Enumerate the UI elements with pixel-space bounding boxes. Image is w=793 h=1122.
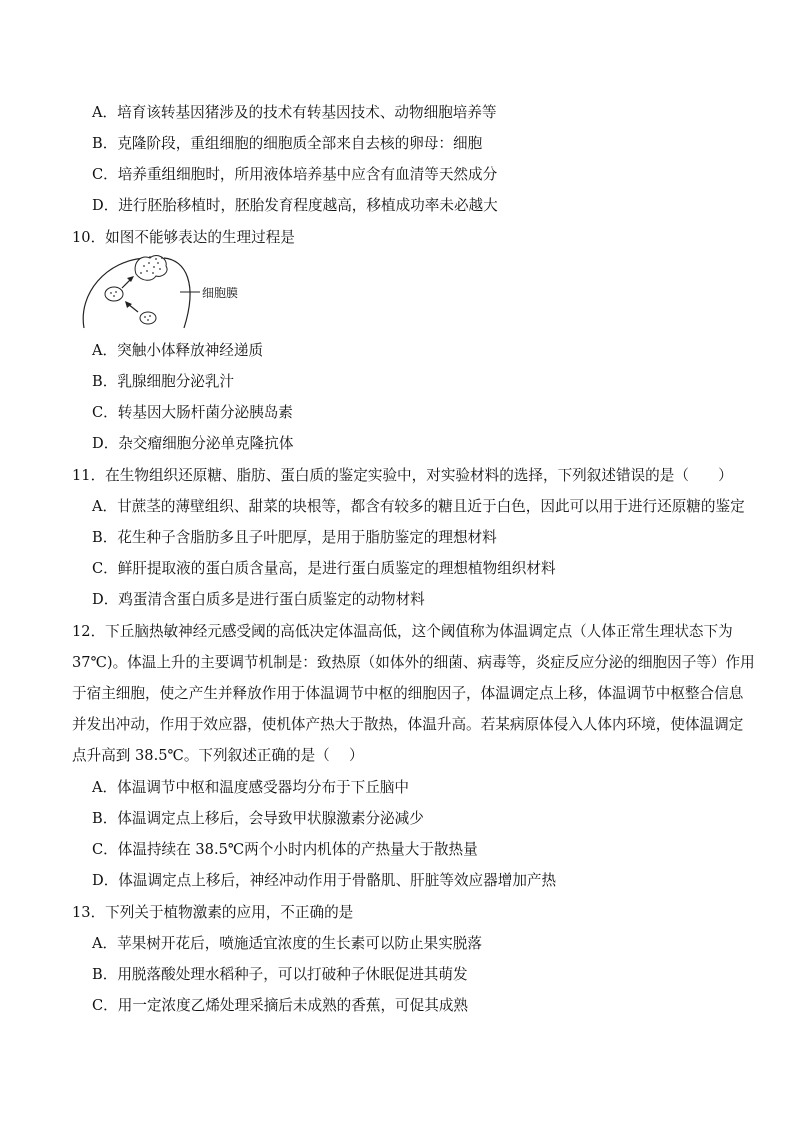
q12-stem-line-4: 并发出冲动，作用于效应器，使机体产热大于散热，体温升高。若某病原体侵入人体内环境，使体温调定 <box>72 716 744 733</box>
q11-option-b: B．花生种子含脂肪多且子叶肥厚，是用于脂肪鉴定的理想材料 <box>92 529 497 546</box>
q13-option-a: A．苹果树开花后，喷施适宜浓度的生长素可以防止果实脱落 <box>92 935 482 952</box>
q13-option-b: B．用脱落酸处理水稻种子，可以打破种子休眠促进其萌发 <box>92 966 468 983</box>
q12-option-a: A．体温调节中枢和温度感受器均分布于下丘脑中 <box>92 779 410 796</box>
q10-option-c: C．转基因大肠杆菌分泌胰岛素 <box>92 404 293 421</box>
cell-membrane-arc-right <box>164 258 190 328</box>
q9-option-d: D．进行胚胎移植时，胚胎发育程度越高，移植成功率未必越大 <box>92 197 498 214</box>
q9-option-b: B．克隆阶段，重组细胞的细胞质全部来自去核的卵母：细胞 <box>92 135 483 152</box>
q11-stem: 11．在生物组织还原糖、脂肪、蛋白质的鉴定实验中，对实验材料的选择，下列叙述错误的是（ ） <box>72 467 733 484</box>
q11-option-a: A．甘蔗茎的薄壁组织、甜菜的块根等，都含有较多的糖且近于白色，因此可以用于进行还原糖的鉴定 <box>92 498 745 515</box>
arrow-head-upper <box>127 276 134 282</box>
q12-option-b: B．体温调定点上移后，会导致甲状腺激素分泌减少 <box>92 810 424 827</box>
q11-option-d: D．鸡蛋清含蛋白质多是进行蛋白质鉴定的动物材料 <box>92 591 425 608</box>
q13-option-c: C．用一定浓度乙烯处理采摘后未成熟的香蕉，可促其成熟 <box>92 997 469 1014</box>
q12-option-d: D．体温调定点上移后，神经冲动作用于骨骼肌、肝脏等效应器增加产热 <box>92 872 557 889</box>
q12-stem-line-2: 37℃)。体温上升的主要调节机制是：致热原（如体外的细菌、病毒等，炎症反应分泌的细胞因子等）作用 <box>72 654 755 671</box>
q12-option-c: C．体温持续在 38.5℃两个小时内机体的产热量大于散热量 <box>92 841 478 858</box>
q9-option-a: A．培育该转基因猪涉及的技术有转基因技术、动物细胞培养等 <box>92 104 497 121</box>
q12-stem-line-1: 12．下丘脑热敏神经元感受阈的高低决定体温高低，这个阈值称为体温调定点（人体正常生理状态下为 <box>72 623 733 640</box>
q11-option-c: C．鲜肝提取液的蛋白质含量高，是进行蛋白质鉴定的理想植物组织材料 <box>92 560 556 577</box>
q10-option-a: A．突触小体释放神经递质 <box>92 342 264 359</box>
q13-stem: 13．下列关于植物激素的应用，不正确的是 <box>72 904 354 921</box>
exocytosis-vesicle <box>135 256 167 281</box>
q10-stem: 10．如图不能够表达的生理过程是 <box>72 229 295 246</box>
q12-stem-line-5: 点升高到 38.5℃。下列叙述正确的是（ ） <box>72 747 364 764</box>
q10-option-b: B．乳腺细胞分泌乳汁 <box>92 373 235 390</box>
q10-option-d: D．杂交瘤细胞分泌单克隆抗体 <box>92 435 294 452</box>
vesicle-lower <box>140 312 156 324</box>
cell-membrane-label: 细胞膜 <box>202 286 239 300</box>
q9-option-c: C．培养重组细胞时，所用液体培养基中应含有血清等天然成分 <box>92 166 498 183</box>
vesicle-upper <box>105 287 123 301</box>
q12-stem-line-3: 于宿主细胞，使之产生并释放作用于体温调节中枢的细胞因子，体温调定点上移，体温调节中枢整合信息 <box>72 685 744 702</box>
